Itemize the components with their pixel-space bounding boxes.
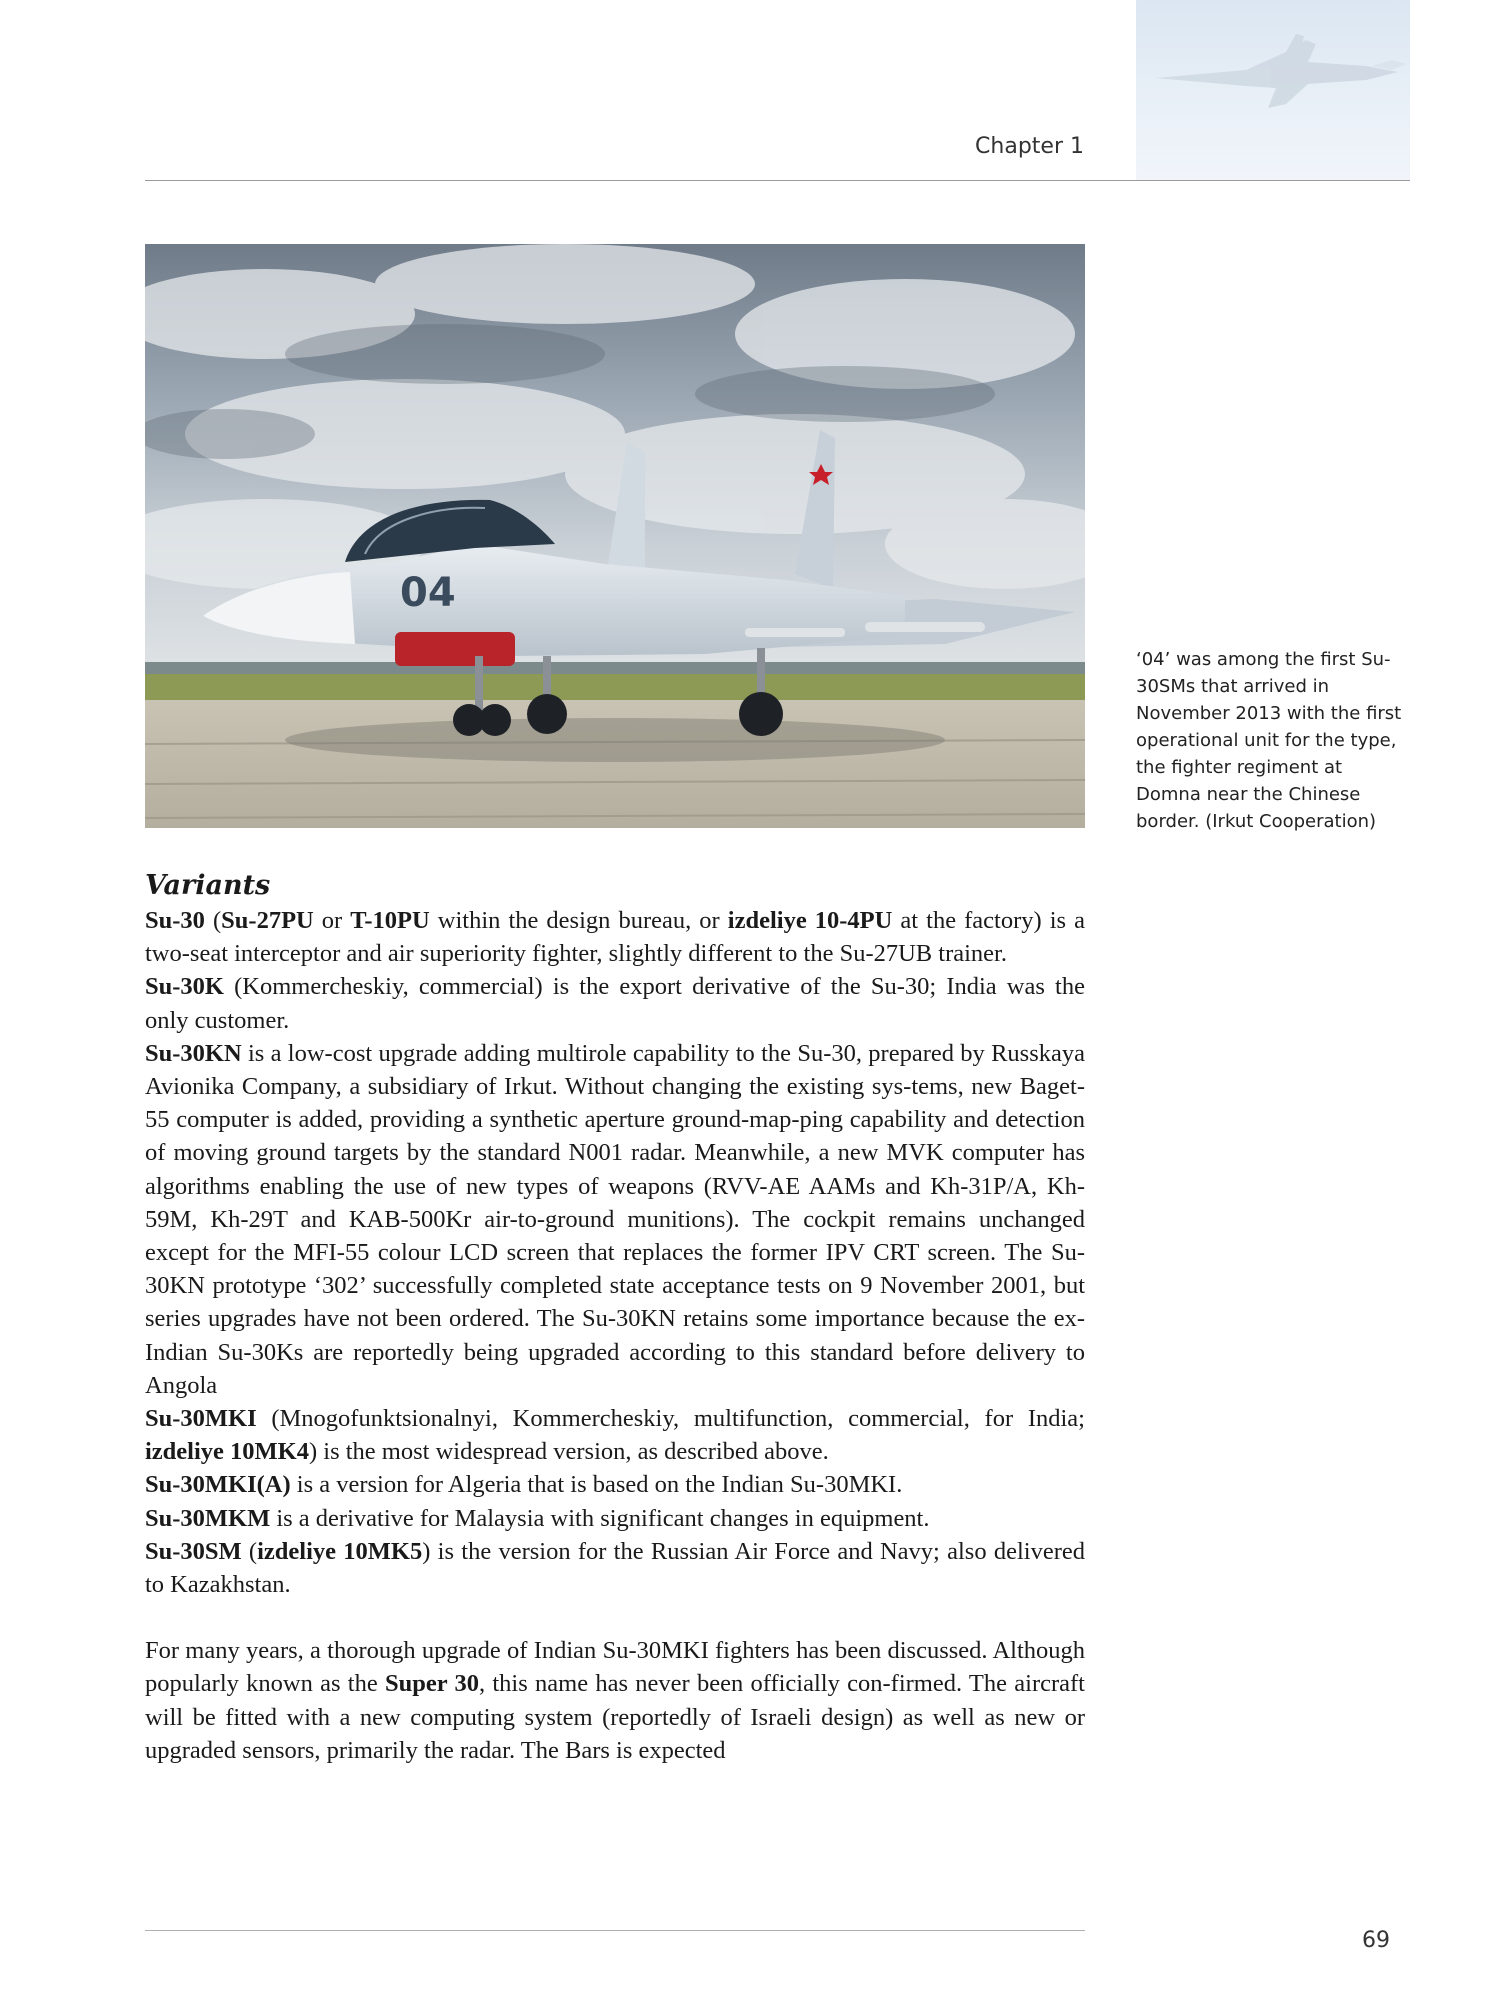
text-span: within the design bureau, or [429, 907, 728, 934]
term-su-30mki-a: Su-30MKI(A) [145, 1471, 291, 1499]
paragraph-su-30mki [145, 1402, 1085, 1468]
term-izdeliye-10mk4: izdeliye 10MK4 [145, 1438, 309, 1466]
tail-number: 04 [400, 570, 456, 616]
header-aircraft-photo [1136, 0, 1410, 180]
text-span: at the factory) is a two-seat interceptor and air superiority fighter, slightly different to the Su-27UB trainer. [145, 907, 1086, 968]
aircraft-silhouette-icon [1136, 0, 1410, 180]
text-span: ) is the most widespread version, as described above. [308, 1438, 829, 1466]
section-heading: Variants [145, 870, 271, 901]
text-span: is a version for Algeria that is based on the Indian Su-30MKI. [290, 1471, 903, 1499]
term-su-30sm: Su-30SM [145, 1537, 242, 1565]
paragraph-su-30kn [145, 1037, 1085, 1402]
header-divider [145, 180, 1410, 181]
text-span: (Kommercheskiy, commercial) is the export derivative of the Su-30; India was the only customer. [145, 973, 1085, 1034]
paragraph-su-30mkm [145, 1502, 1085, 1535]
main-aircraft-photo [145, 244, 1085, 828]
text-span: is a derivative for Malaysia with significant changes in equipment. [270, 1504, 930, 1532]
text-span: For many years, a thorough upgrade of Indian Su-30MKI fighters has been discussed. Although popularly known as the [145, 1637, 1085, 1698]
paragraph-su-30 [145, 904, 1085, 970]
text-span: (Mnogofunktsionalnyi, Kommercheskiy, multifunction, commercial, for India; [256, 1405, 1085, 1433]
term-su-27pu: Su-27PU [221, 907, 314, 934]
term-su-30k: Su-30K [145, 973, 224, 1001]
term-super-30: Super 30 [385, 1670, 479, 1698]
chapter-label: Chapter 1 [975, 134, 1084, 159]
term-izdeliye-10-4pu: izdeliye 10-4PU [727, 907, 893, 934]
text-span: ( [204, 907, 222, 934]
paragraph-su-30k [145, 970, 1085, 1036]
term-su-30mki: Su-30MKI [145, 1405, 257, 1433]
paragraph-super-30 [145, 1634, 1085, 1767]
fighter-jet-illustration [145, 244, 1085, 828]
article-body [145, 868, 1085, 1767]
paragraph-su-30mki-a [145, 1468, 1085, 1501]
term-t-10pu: T-10PU [350, 907, 430, 934]
text-span: ) is the version for the Russian Air Force and Navy; also delivered to Kazakhstan. [145, 1537, 1085, 1599]
text-span: , this name has never been officially con-firmed. The aircraft will be fitted with a new computing system (reportedly of Israeli design) as well as new or upgraded sensors, primarily the radar. The Bars is expected [145, 1670, 1085, 1764]
term-su-30mkm: Su-30MKM [145, 1504, 271, 1532]
text-span: or [313, 907, 351, 934]
paragraph-su-30sm [145, 1535, 1085, 1601]
footer-divider [145, 1930, 1085, 1931]
page-number: 69 [1362, 1928, 1390, 1953]
term-su-30: Su-30 [145, 907, 205, 934]
text-span: ( [241, 1537, 258, 1565]
text-span: is a low-cost upgrade adding multirole capability to the Su-30, prepared by Russkaya Avionika Company, a subsidiary of Irkut. Without changing the existing sys-tems, new Baget-55 computer is added, providing a synthetic aperture ground-map-ping capability and detection of moving ground targets by the standard N001 radar. Meanwhile, a new MVK computer has algorithms enabling the use of new types of weapons (RVV-AE AAMs and Kh-31P/A, Kh-59M, Kh-29T and KAB-500Kr air-to-ground munitions). The cockpit remains unchanged except for the MFI-55 colour LCD screen that replaces the former IPV CRT screen. The Su-30KN prototype ‘302’ successfully completed state acceptance tests on 9 November 2001, but series upgrades have not been ordered. The Su-30KN retains some importance because the ex-Indian Su-30Ks are reportedly being upgraded according to this standard before delivery to Angola [145, 1039, 1085, 1399]
term-izdeliye-10mk5: izdeliye 10MK5 [257, 1537, 423, 1565]
term-su-30kn: Su-30KN [145, 1039, 242, 1067]
photo-caption: ‘04’ was among the first Su-30SMs that arrived in November 2013 with the first operational unit for the type, the fighter regiment at Domna near the Chinese border. (Irkut Cooperation) [1136, 649, 1402, 832]
